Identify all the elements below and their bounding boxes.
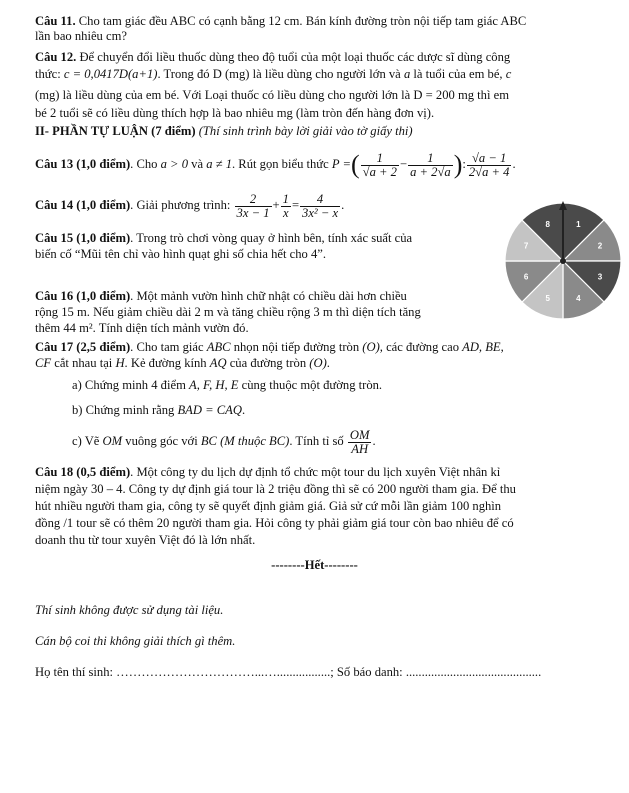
q17-a-points: A, F, H, E: [189, 378, 239, 392]
wheel-number-8: 8: [545, 220, 550, 230]
q17-c-bc: BC: [200, 434, 217, 448]
q14-frac3-num: 4: [300, 193, 340, 207]
q17-c-end: .: [372, 434, 376, 448]
q16-line2: rộng 15 m. Nếu giảm chiều dài 2 m và tăng chiều rộng 3 m thì diện tích tăng: [35, 305, 421, 319]
q17-text2d: của đường tròn: [226, 356, 310, 370]
q13-frac3-num: √a − 1: [467, 152, 512, 166]
q17-h: H: [115, 356, 125, 370]
q18-text1: . Một công ty du lịch dự định tổ chức một tour du lịch xuyên Việt nhân kỉ: [130, 465, 501, 479]
q17-abc: ABC: [206, 340, 231, 354]
q13-text2: và: [188, 157, 207, 171]
q17-text2b: cắt nhau tại: [51, 356, 116, 370]
q14-eq: =: [291, 198, 300, 212]
q14-text1: . Giải phương trình:: [130, 198, 234, 212]
spin-wheel-figure: [497, 200, 627, 322]
wheel-number-2: 2: [597, 241, 603, 251]
q15-line2: biến cố “Mũi tên chỉ vào hình quạt ghi số chia hết cho 4”.: [35, 247, 326, 261]
q12-text2a: thức:: [35, 67, 64, 81]
q11-line1: [35, 14, 526, 29]
q16-label: Câu 16 (1,0 điểm): [35, 289, 131, 303]
q12-text1: Để chuyển đổi liều thuốc dùng theo độ tuổi của một loại thuốc các dược sĩ dùng công: [76, 50, 511, 64]
q18-line2: niệm ngày 30 – 4. Công ty dự định giá tour là 2 triệu đồng thì sẽ có 200 người tham gia. Để thu: [35, 482, 516, 496]
q17-c-om: OM: [102, 434, 123, 448]
end-mark: --------Hết--------: [271, 558, 358, 572]
wheel-number-5: 5: [545, 293, 550, 303]
q13-cond2: a ≠ 1: [206, 157, 232, 171]
q13-p-eq: P =: [331, 157, 351, 171]
q14-frac2-num: 1: [282, 191, 289, 206]
q17-line1: [35, 340, 504, 355]
q11-text: Cho tam giác đều ABC có cạnh bằng 12 cm. Bán kính đường tròn nội tiếp tam giác ABC: [75, 14, 527, 28]
q13-minus: −: [399, 157, 408, 171]
wheel-number-6: 6: [523, 272, 529, 282]
q18-line5: doanh thu từ tour xuyên Việt đó là lớn nhất.: [35, 533, 256, 547]
q14-end: .: [341, 198, 345, 212]
q12-line4: bé 2 tuổi sẽ có liều dùng thích hợp là bao nhiêu mg (làm tròn đến hàng đơn vị).: [35, 106, 435, 120]
q17-c-frac-num: OM: [349, 427, 370, 442]
q13-rparen: ): [453, 150, 463, 180]
q17-text1b: nhọn nội tiếp đường tròn: [230, 340, 363, 354]
candidate-id-field: ...........................................: [405, 665, 542, 679]
q14-plus: +: [272, 198, 280, 212]
q13-frac2: [408, 152, 453, 179]
q13-lparen: (: [351, 150, 360, 180]
q14-frac1-num: 2: [235, 193, 272, 207]
footer-candidate-info: [35, 665, 541, 680]
q13-frac1: [361, 152, 399, 179]
q17-c-frac: [348, 429, 372, 456]
q17-text1c: các đường cao: [382, 340, 463, 354]
wheel-number-7: 7: [523, 241, 529, 251]
q15-line1: [35, 231, 412, 246]
q17-cf: CF: [35, 356, 52, 370]
q17-c-text: c) Vẽ: [72, 434, 103, 448]
q18-line4: đồng /1 tour sẽ có thêm 20 người tham gia. Hỏi công ty phải giảm giá tour còn bao nhiêu để có: [35, 516, 514, 530]
q12-line3: (mg) là liều dùng của em bé. Với Loại thuốc có liều dùng cho người lớn là D = 200 mg thì em: [35, 88, 510, 102]
q13-text1: . Cho: [130, 157, 161, 171]
q17-c-frac-den: AH: [351, 441, 369, 456]
q12-text2b: . Trong đó D (mg) là liều dùng cho người lớn và: [157, 67, 404, 81]
q14-frac2-den: x: [282, 205, 289, 220]
wheel-number-3: 3: [597, 272, 603, 282]
q12-line2: [35, 67, 511, 82]
q17-c-paren: (M thuộc BC): [216, 434, 290, 448]
q17-circle2: (O): [309, 356, 327, 370]
q13-frac2-den: a + 2√a: [410, 164, 451, 179]
q16-line1: [35, 289, 407, 304]
q12-text2c: là tuổi của em bé,: [410, 67, 506, 81]
q13-frac1-den: √a + 2: [362, 164, 397, 179]
q14-frac3-den: 3x² − x: [302, 205, 339, 220]
footer-note-proctor: Cán bộ coi thi không giải thích gì thêm.: [35, 634, 236, 648]
q17-b-equation: BAD = CAQ: [177, 403, 242, 417]
q17-circle: (O),: [362, 340, 383, 354]
q15-label: Câu 15 (1,0 điểm): [35, 231, 131, 245]
q13-text3: . Rút gọn biểu thức: [232, 157, 332, 171]
q17-text1a: . Cho tam giác: [130, 340, 207, 354]
part2-note: (Thí sinh trình bày lời giải vào tờ giấy thi): [195, 124, 413, 138]
q17-a-text: a) Chứng minh 4 điểm: [72, 378, 190, 392]
q16-line3: thêm 44 m². Tính diện tích mảnh vườn đó.: [35, 321, 249, 335]
q17-c-ratio: . Tính tỉ số: [289, 434, 347, 448]
q14-frac1: [235, 193, 272, 220]
q13-end: .: [512, 157, 516, 171]
q18-line1: [35, 465, 500, 480]
q17-b-end: .: [241, 403, 246, 417]
q17-part-a: [72, 378, 382, 393]
q14-label: Câu 14 (1,0 điểm): [35, 198, 131, 212]
candidate-name-label: Họ tên thí sinh:: [35, 665, 117, 679]
q14-frac2: [281, 193, 291, 220]
q17-line2: [35, 356, 330, 371]
q15-text1: . Trong trò chơi vòng quay ở hình bên, tính xác suất của: [130, 231, 413, 245]
q13-frac3: [467, 152, 512, 179]
part2-heading: [35, 124, 413, 139]
footer-note-materials: Thí sinh không được sử dụng tài liệu.: [35, 603, 224, 617]
q17-text2c: . Kẻ đường kính: [124, 356, 210, 370]
q13-line: [35, 148, 516, 180]
q17-text2e: .: [326, 356, 330, 370]
q17-aq: AQ: [209, 356, 227, 370]
q11-label: Câu 11.: [35, 14, 76, 28]
q12-label: Câu 12.: [35, 50, 77, 64]
q13-frac2-num: 1: [408, 152, 453, 166]
q13-frac3-den: 2√a + 4: [468, 164, 510, 179]
q18-line3: hút nhiều người tham gia, công ty sẽ quyết định giảm giá. Giả sử cứ mỗi lần giảm 100 nghìn: [35, 499, 502, 513]
q13-label: Câu 13 (1,0 điểm): [35, 157, 131, 171]
wheel-number-1: 1: [576, 220, 581, 230]
q12-formula: c = 0,0417D(a+1): [63, 67, 158, 81]
q16-text1: . Một mảnh vườn hình chữ nhật có chiều dài hơn chiều: [130, 289, 407, 303]
q14-frac1-den: 3x − 1: [236, 205, 270, 220]
q12-var-c: c: [505, 67, 512, 81]
q13-cond1: a > 0: [160, 157, 188, 171]
candidate-name-field: ……………………………...….................: [116, 665, 331, 679]
q13-colon: :: [462, 157, 466, 171]
q13-frac1-num: 1: [361, 152, 399, 166]
q17-part-c: [72, 426, 376, 456]
q17-altitudes: AD, BE,: [462, 340, 504, 354]
q14-frac3: [300, 193, 340, 220]
q18-label: Câu 18 (0,5 điểm): [35, 465, 131, 479]
q17-c-mid: vuông góc với: [122, 434, 201, 448]
candidate-id-label: ; Số báo danh:: [330, 665, 406, 679]
q12-var-a: a: [403, 67, 411, 81]
q11-line2: lần bao nhiêu cm?: [35, 29, 127, 43]
q17-label: Câu 17 (2,5 điểm): [35, 340, 131, 354]
q17-a-end: cùng thuộc một đường tròn.: [238, 378, 383, 392]
q12-line1: [35, 50, 510, 65]
q14-line: [35, 190, 344, 220]
part2-title: II- PHẦN TỰ LUẬN (7 điểm): [35, 124, 196, 138]
q17-part-b: [72, 403, 245, 418]
wheel-center-pin: [560, 258, 566, 264]
wheel-number-4: 4: [576, 293, 581, 303]
q17-b-text: b) Chứng minh rằng: [72, 403, 178, 417]
